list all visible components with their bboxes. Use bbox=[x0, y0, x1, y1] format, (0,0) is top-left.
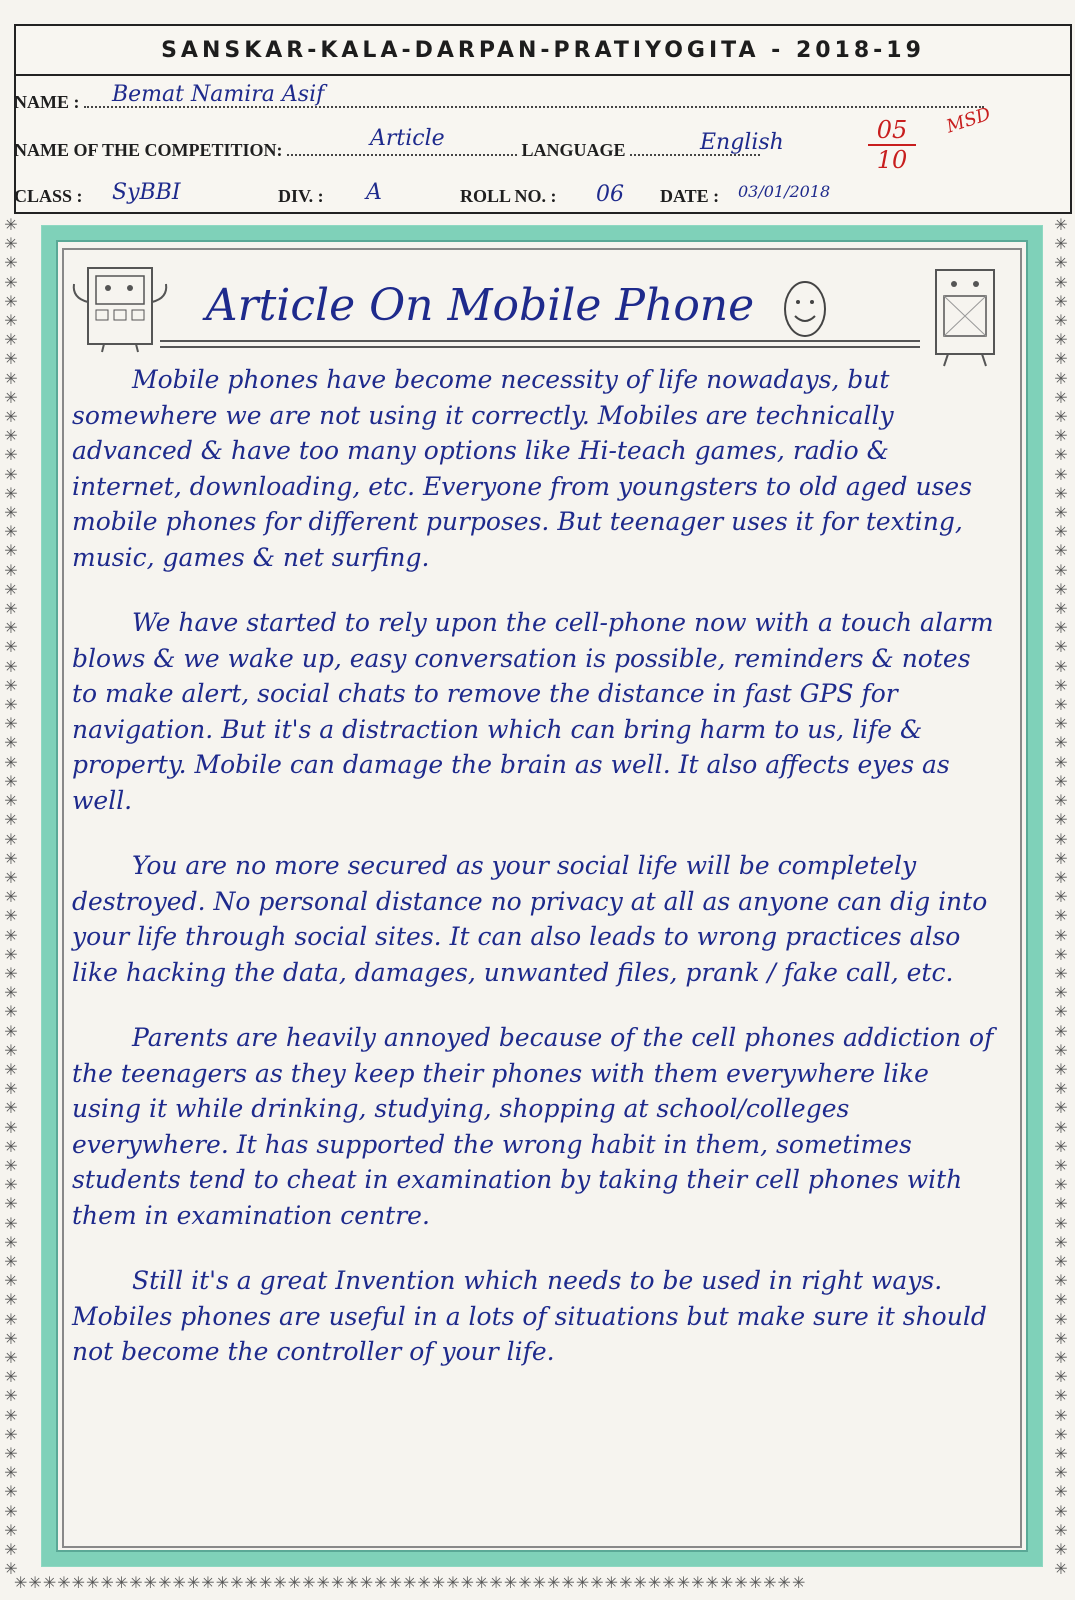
paragraph-4: Parents are heavily annoyed because of the cell phones addiction of the teenagers as they keep their phones with them everywhere like using it while drinking, studying, shopping at school/colleges everywhere. It has supported the wrong habit in them, sometimes students tend to cheat in examination by taking their cell phones with them in examination centre. bbox=[72, 1023, 994, 1230]
paragraph-5: Still it's a great Invention which needs to be used in right ways. Mobiles phones are useful in a lots of situations but make sure it should not become the controller of your life. bbox=[72, 1266, 987, 1366]
score-out-of: 10 bbox=[876, 146, 908, 174]
grader-initials: MSD bbox=[943, 103, 994, 138]
language-label: LANGUAGE bbox=[521, 140, 626, 160]
right-star-border: ✳✳✳✳✳✳✳✳✳✳✳✳✳✳✳✳✳✳✳✳✳✳✳✳✳✳✳✳✳✳✳✳✳✳✳✳✳✳✳✳✳✳✳✳✳✳✳✳✳✳✳✳✳✳✳✳✳✳✳✳✳✳✳✳✳✳✳✳✳✳✳ bbox=[1054, 215, 1068, 1575]
date-value: 03/01/2018 bbox=[738, 182, 831, 201]
paragraph-1: Mobile phones have become necessity of life nowadays, but somewhere we are not using it correctly. Mobiles are technically advanced & have too many options like Hi-teach games, radio & internet, downloading, etc. Everyone from youngsters to old aged uses mobile phones for different purposes. But teenager uses it for texting, music, games & net surfing. bbox=[72, 365, 973, 572]
name-value: Bemat Namira Asif bbox=[112, 82, 325, 107]
div-value: A bbox=[366, 180, 382, 205]
language-value: English bbox=[700, 130, 784, 155]
name-label: NAME : bbox=[14, 92, 80, 112]
smiley-face-icon bbox=[780, 278, 830, 340]
class-value: SyBBI bbox=[112, 180, 181, 205]
class-label: CLASS : bbox=[14, 186, 83, 206]
roll-label: ROLL NO. : bbox=[460, 186, 557, 206]
competition-label: NAME OF THE COMPETITION: bbox=[14, 140, 283, 160]
div-label: DIV. : bbox=[278, 186, 324, 206]
class-row bbox=[14, 186, 83, 207]
paragraph-2: We have started to rely upon the cell-phone now with a touch alarm blows & we wake up, easy conversation is possible, reminders & notes to make alert, social chats to remove the distance in fast GPS for navigation. But it's a distraction which can bring harm to us, life & property. Mobile can damage the brain as well. It also affects eyes as well. bbox=[72, 608, 994, 815]
form-title: SANSKAR-KALA-DARPAN-PRATIYOGITA - 2018-19 bbox=[16, 26, 1070, 76]
robot-phone-doodle-right bbox=[918, 262, 1014, 372]
paragraph-3: You are no more secured as your social life will be completely destroyed. No personal distance no privacy at all as anyone can dig into your life through social sites. It can also leads to wrong practices also like hacking the data, damages, unwanted files, prank / fake call, etc. bbox=[72, 851, 988, 987]
score-mark bbox=[868, 118, 916, 172]
heading-underline bbox=[160, 340, 920, 348]
bottom-star-border: ✳✳✳✳✳✳✳✳✳✳✳✳✳✳✳✳✳✳✳✳✳✳✳✳✳✳✳✳✳✳✳✳✳✳✳✳✳✳✳✳✳✳✳✳✳✳✳✳✳✳✳✳✳✳✳ bbox=[14, 1573, 807, 1592]
roll-value: 06 bbox=[596, 182, 624, 207]
competition-dotted-line bbox=[287, 154, 517, 156]
article-heading: Article On Mobile Phone bbox=[205, 280, 755, 331]
left-star-border: ✳✳✳✳✳✳✳✳✳✳✳✳✳✳✳✳✳✳✳✳✳✳✳✳✳✳✳✳✳✳✳✳✳✳✳✳✳✳✳✳✳✳✳✳✳✳✳✳✳✳✳✳✳✳✳✳✳✳✳✳✳✳✳✳✳✳✳✳✳✳✳ bbox=[4, 215, 18, 1575]
article-body bbox=[72, 362, 1002, 1400]
competition-value: Article bbox=[370, 126, 445, 151]
date-label: DATE : bbox=[660, 186, 720, 206]
score-value: 05 bbox=[876, 116, 908, 144]
